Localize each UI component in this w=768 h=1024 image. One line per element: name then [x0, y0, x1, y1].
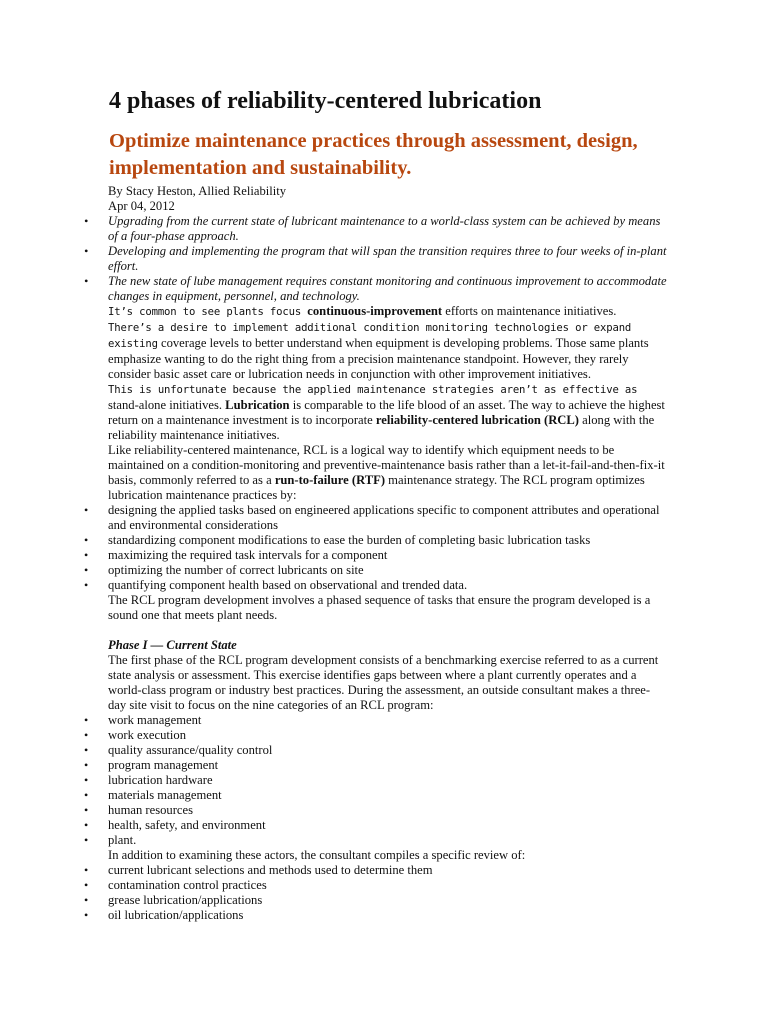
paragraph: [108, 443, 668, 503]
text-run: It’s common to see plants focus: [108, 306, 308, 318]
list-item: • Developing and implementing the program that will span the transition requires three to four weeks of in-plant effort.: [108, 244, 668, 274]
list-item: • current lubricant selections and methods used to determine them: [108, 863, 668, 878]
text-run: coverage levels to better understand when equipment is developing problems. Those same plants emphasize wanting to do the right thing from a precision maintenance standpoint. However, they rarely consider basic asset care or lubrication needs in conjunction with other improvement initiatives.: [108, 336, 649, 381]
list-item: • designing the applied tasks based on engineered applications specific to component attributes and operational and environmental considerations: [108, 503, 668, 533]
publish-date: Apr 04, 2012: [108, 199, 175, 213]
list-item: • quantifying component health based on observational and trended data.: [108, 578, 668, 593]
list-item: • work execution: [108, 728, 668, 743]
paragraph: The first phase of the RCL program development consists of a benchmarking exercise referred to as a current state analysis or assessment. This exercise identifies gaps between where a plant currently operates and a world-class program or industry best practices. During the assessment, an outside consultant makes a three-day site visit to focus on the nine categories of an RCL program:: [108, 653, 659, 712]
list-item: • quality assurance/quality control: [108, 743, 668, 758]
list-item: • contamination control practices: [108, 878, 668, 893]
article-title: 4 phases of reliability-centered lubrication: [109, 88, 542, 114]
list-item: • oil lubrication/applications: [108, 908, 668, 923]
text-run: along with the reliability maintenance initiatives.: [108, 413, 655, 442]
paragraph: The RCL program development involves a phased sequence of tasks that ensure the program developed is a sound one that meets plant needs.: [108, 593, 651, 622]
text-run: efforts on maintenance initiatives.: [442, 304, 617, 318]
list-item: • Upgrading from the current state of lubricant maintenance to a world-class system can be achieved by means of a four-phase approach.: [108, 214, 668, 244]
text-run: This is unfortunate because the applied maintenance strategies aren’t as effective as: [108, 384, 638, 396]
list-item: • grease lubrication/applications: [108, 893, 668, 908]
bold-term: continuous-improvement: [307, 304, 443, 318]
list-item: • plant.: [108, 833, 668, 848]
text-run: Like reliability-centered maintenance, RCL is a logical way to identify which equipment needs to be maintained on a condition-monitoring and preventive-maintenance basis rather than a let-it-fail-and-then-fix-it basis, commonly referred to as a: [108, 443, 665, 487]
paragraph: In addition to examining these actors, the consultant compiles a specific review of:: [108, 848, 526, 862]
list-item: • maximizing the required task intervals for a component: [108, 548, 668, 563]
spacer: [108, 623, 668, 638]
review-list: [108, 863, 668, 923]
paragraph: [108, 304, 668, 382]
byline: By Stacy Heston, Allied Reliability: [108, 184, 287, 198]
text-run: is comparable to the life blood of an asset. The way to achieve the highest return on a maintenance investment is to incorporate: [108, 398, 665, 427]
article-subtitle: Optimize maintenance practices through assessment, design, implementation and sustainability.: [109, 130, 638, 179]
bold-term: Lubrication: [225, 398, 290, 412]
text-run: maintenance strategy. The RCL program optimizes lubrication maintenance practices by:: [108, 473, 645, 502]
rcl-practices-list: [108, 503, 668, 593]
list-item: • The new state of lube management requires constant monitoring and continuous improvement to accommodate changes in equipment, personnel, and technology.: [108, 274, 668, 304]
text-run: There’s a desire to implement additional condition monitoring technologies or expand existing: [108, 322, 632, 350]
summary-list: [108, 214, 668, 304]
phase-heading: Phase I — Current State: [108, 638, 237, 652]
categories-list: [108, 713, 668, 848]
list-item: • materials management: [108, 788, 668, 803]
list-item: • health, safety, and environment: [108, 818, 668, 833]
list-item: • lubrication hardware: [108, 773, 668, 788]
list-item: • work management: [108, 713, 668, 728]
list-item: • standardizing component modifications to ease the burden of completing basic lubrication tasks: [108, 533, 668, 548]
text-run: stand-alone initiatives.: [108, 398, 226, 412]
bold-term: reliability-centered lubrication (RCL): [375, 413, 579, 427]
article-body: [108, 184, 668, 923]
paragraph: [108, 382, 668, 443]
bold-term: run-to-failure (RTF): [274, 473, 386, 487]
list-item: • program management: [108, 758, 668, 773]
list-item: • optimizing the number of correct lubricants on site: [108, 563, 668, 578]
list-item: • human resources: [108, 803, 668, 818]
